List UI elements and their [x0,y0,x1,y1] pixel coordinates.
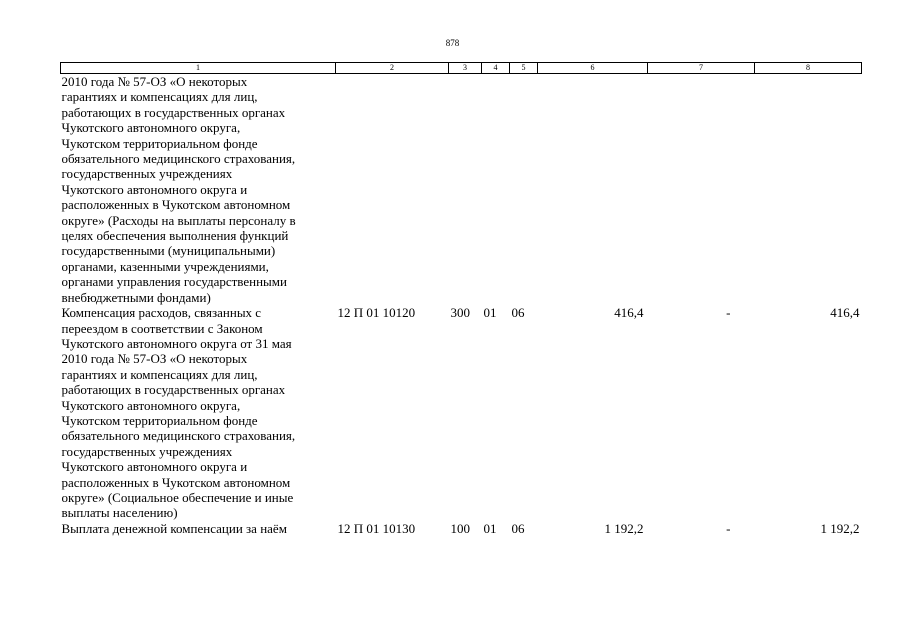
description-line: органами, казенными учреждениями, [61,258,269,274]
column-header-1: 1 [61,63,336,74]
description-line: Компенсация расходов, связанных с [61,305,262,321]
row-code: 12 П 01 10120 [337,305,416,321]
row-total: 1 192,2 [604,520,644,536]
description-line: расположенных в Чукотском автономном [61,197,291,213]
row-section: 01 [483,305,497,321]
table-row [61,305,862,521]
row-subsection: 06 [511,520,525,536]
description-line: выплаты населению) [61,505,178,521]
description-line: Чукотском территориальном фонде [61,135,258,151]
row-type: 100 [450,520,470,536]
table-row [61,521,862,536]
row-description [61,74,336,306]
column-header-6: 6 [538,63,648,74]
row-type: 300 [450,305,470,321]
description-line: Чукотского автономного округа от 31 мая [61,335,292,351]
row-col7 [648,74,755,306]
row-description [61,521,336,536]
row-code [336,74,449,306]
description-line: 2010 года № 57-ОЗ «О некоторых [61,74,248,89]
row-total [538,74,648,306]
row-col8: 1 192,2 [820,520,860,536]
description-line: Чукотском территориальном фонде [61,412,258,428]
description-line: внебюджетными фондами) [61,289,211,305]
description-line: гарантиях и компенсациях для лиц, [61,89,258,105]
description-line: Чукотского автономного округа, [61,397,241,413]
column-header-8: 8 [755,63,862,74]
budget-table [60,62,862,536]
description-line: государственных учреждениях [61,166,233,182]
row-subsection [510,74,538,306]
description-line: округе» (Социальное обеспечение и иные [61,489,294,505]
row-subsection: 06 [511,305,525,321]
description-line: работающих в государственных органах [61,104,286,120]
column-number-row [61,63,862,74]
description-line: Чукотского автономного округа и [61,181,248,197]
description-line: округе» (Расходы на выплаты персоналу в [61,212,296,228]
description-line: 2010 года № 57-ОЗ «О некоторых [61,351,248,367]
table-row [61,74,862,306]
row-type [449,74,482,306]
description-line: Чукотского автономного округа, [61,120,241,136]
description-line: государственными (муниципальными) [61,243,276,259]
description-line: работающих в государственных органах [61,382,286,398]
row-section: 01 [483,520,497,536]
description-line: обязательного медицинского страхования, [61,151,296,167]
description-line: переездом в соответствии с Законом [61,320,263,336]
description-line: расположенных в Чукотском автономном [61,474,291,490]
description-line: гарантиях и компенсациях для лиц, [61,366,258,382]
row-col7: - [726,520,731,536]
description-line: органами управления государственными [61,274,287,290]
row-col8: 416,4 [830,305,860,321]
row-code: 12 П 01 10130 [337,520,416,536]
row-description [61,305,336,521]
row-col7: - [726,305,731,321]
row-section [482,74,510,306]
column-header-4: 4 [482,63,510,74]
column-header-5: 5 [510,63,538,74]
row-col8 [755,74,862,306]
column-header-2: 2 [336,63,449,74]
description-line: обязательного медицинского страхования, [61,428,296,444]
description-line: государственных учреждениях [61,443,233,459]
column-header-3: 3 [449,63,482,74]
column-header-7: 7 [648,63,755,74]
description-line: целях обеспечения выполнения функций [61,228,289,244]
row-total: 416,4 [614,305,644,321]
description-line: Выплата денежной компенсации за наём [61,520,287,536]
description-line: Чукотского автономного округа и [61,459,248,475]
page-number: 878 [445,38,460,48]
